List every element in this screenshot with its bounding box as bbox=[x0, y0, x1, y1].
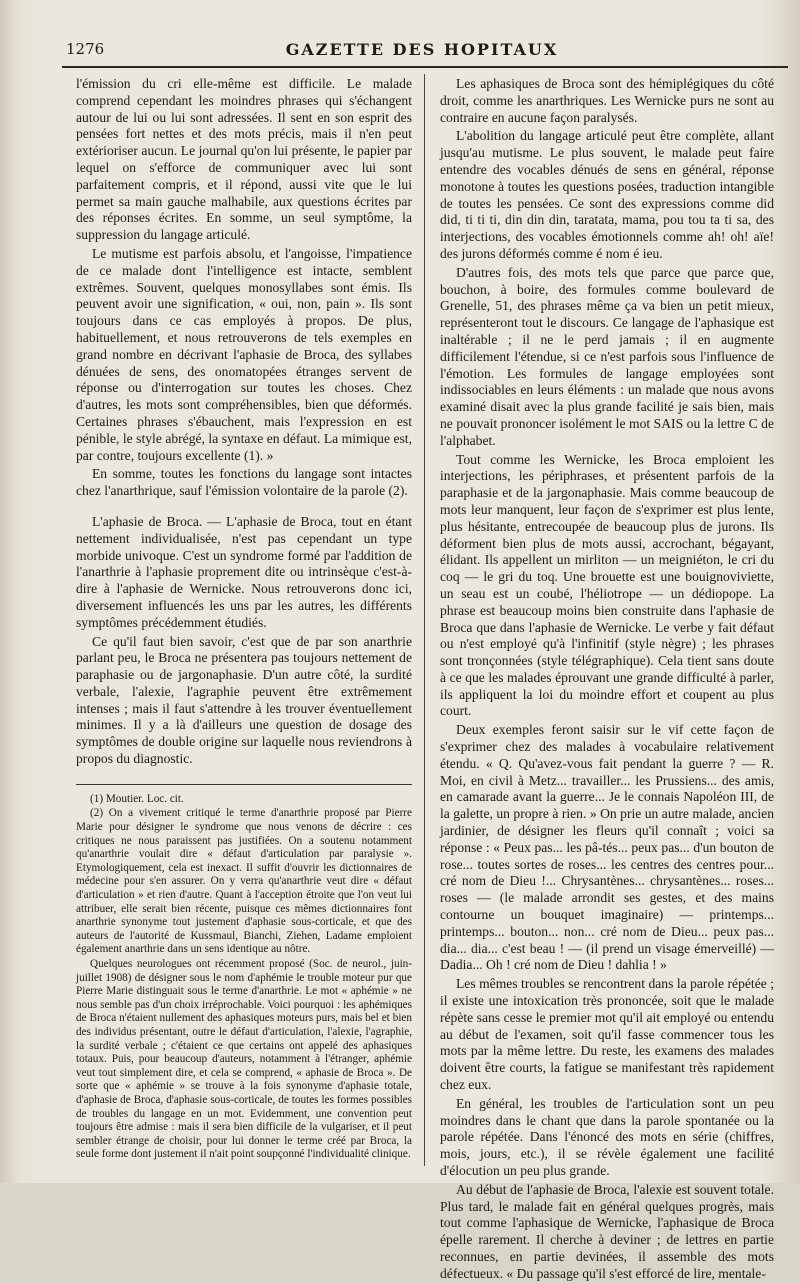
right-column bbox=[440, 76, 774, 1283]
page-header bbox=[62, 38, 782, 66]
journal-title: GAZETTE DES HOPITAUX bbox=[285, 40, 559, 59]
footnote-2-continued: Quelques neurologues ont récemment proposé (Soc. de neurol., juin-juillet 1908) de désigner sous le nom d'aphémie le trouble moteur pur que Pierre Marie distinguait sous le terme d'anarthrie. Le mot « aphémie » ne nous semble pas d'un choix irréprochable. Voici pourquoi : les aphémiques de Broca n'étaient nullement des aphasiques moteurs purs, mais bel et bien des individus présentant, outre le défaut d'articulation, l'alexie, l'agraphie, la surdité verbale ; c'étaient ce que certains ont appelé des aphasiques totaux. Puis, pour beaucoup d'auteurs, notamment à l'étranger, aphémie veut tout simplement dire, et cela se comprend, « aphasie de Broca ». De sorte que « aphémie » se trouve à la fois synonyme d'aphasie totale, d'aphasie de Broca, d'aphasie sous-corticale, de toutes les formes possibles de troubles du langage en un mot. Evidemment, une convention peut toujours être admise : mais il sera bien difficile de la vulgariser, et il peut sembler étrange de choisir, pour lui donner le terme créé par Broca, la seule forme dont justement il n'ait point soupçonné l'individualité clinique. bbox=[76, 958, 412, 1161]
right-paragraph-8: Au début de l'aphasie de Broca, l'alexie est souvent totale. Plus tard, le malade fait en général quelques progrès, mais tout comme l'aphasique de Wernicke, l'aphasique de Broca épelle rarement. Il cherche à deviner ; de lettres en partie reconnues, en partie devinées, il assemble des mots défectueux. « Du passage qu'il s'est efforcé de lire, mentale- bbox=[440, 1181, 774, 1281]
footnote-1: (1) Moutier. Loc. cit. bbox=[90, 792, 184, 805]
left-paragraph-3: En somme, toutes les fonctions du langage sont intactes chez l'anarthrique, sauf l'émission volontaire de la parole (2). bbox=[76, 466, 412, 499]
section-broca-aphasia: L'aphasie de Broca. — L'aphasie de Broca, tout en étant nettement individualisée, n'est pas cependant un type morbide univoque. C'est un syndrome formé par l'addition de l'anarthrie à l'aphasie proprement dite ou intrinsèque c'est-à-dire à l'aphasie de Wernicke. Nous retrouverons donc ici, diversement influencés les uns par les autres, les différents symptômes précédemment étudiés. bbox=[76, 513, 412, 630]
right-paragraph-3: D'autres fois, des mots tels que parce que parce que, bouchon, à boire, des formules comme boulevard de Grenelle, 51, des phrases même ça va bien un petit mieux, représenteront tout le discours. Ce langage de l'aphasique est inaltérable ; il ne le perd jamais ; il en augmente difficilement l'étendue, si ce n'est parfois sous l'influence de l'émotion. Les formules de langage employées sont indissociables en leurs éléments : un malade que nous avons examiné disait avec la plus grande facilité je sais bien, mais ne pouvait prononcer isolément le mot SAIS ou la lettre C de l'alphabet. bbox=[440, 264, 774, 448]
footnote-rule bbox=[76, 784, 412, 785]
right-paragraph-6: Les mêmes troubles se rencontrent dans la parole répétée ; il existe une intoxication très prononcée, soit que le malade répète sans cesse le premier mot qu'il ait employé ou entendu au début de l'examen, soit qu'il fasse commencer tous les mots par la même lettre. Du reste, les examens des malades doivent être courts, la fatigue se manifestant très rapidement chez eux. bbox=[440, 976, 774, 1093]
left-column bbox=[76, 76, 412, 1162]
left-paragraph-2: Le mutisme est parfois absolu, et l'angoisse, l'impatience de ce malade dont l'intelligence est intacte, semblent extrêmes. Souvent, quelques monosyllabes sont émis. Ils peuvent avoir une signification, « oui, non, pain ». Ils sont toujours dans ce cas employés à propos. De plus, habituellement, et nous retrouverons de tels exemples en grand nombre en décrivant l'aphasie de Broca, des syllabes dénuées de sens, des onomatopées étranges servent de réponse ou d'interrogation sur toutes les choses. Chez d'autres, les mots sont compréhensibles, bien que déformés. Certaines phrases s'ébauchent, mais l'expression en est pénible, le style abrégé, la syntaxe en défaut. La mimique est, par contre, toujours excellente (1). » bbox=[76, 245, 412, 463]
left-paragraph-5: Ce qu'il faut bien savoir, c'est que de par son anarthrie parlant peu, le Broca ne présentera pas toujours nettement de paraphasie ou de jargonaphasie. D'un autre côté, la surdité verbale, l'alexie, l'agraphie peuvent être extrêmement intenses ; mais il faut s'attendre à les trouver éventuellement minimes. Il y a là d'ailleurs une question de dosage des symptômes de double origine sur laquelle nous reviendrons à propos du diagnostic. bbox=[76, 633, 412, 767]
footnote-2: (2) On a vivement critiqué le terme d'anarthrie proposé par Pierre Marie pour désigner le syndrome que nous venons de décrire : ces critiques ne nous paraissent pas justifiées. On a soutenu notamment qu'anarthrie voulait dire « défaut d'articulation par paralysie ». Etymologiquement, cela est inexact. Il suffit d'ouvrir les dictionnaires de médecine pour s'en assurer. On y verra qu'anarthrie veut dire « défaut d'articulation » et rien d'autre. Quant à l'acception étroite que l'on veut lui attribuer, elle serait bien récente, puisque ces mêmes dictionnaires font anarthrie synonyme tout justement d'aphasie sous-corticale, et que des auteurs de l'autorité de Kussmaul, Bianchi, Ziehen, Ladame emploient également anarthrie dans un sens identique au nôtre. bbox=[76, 807, 412, 956]
right-paragraph-5: Deux exemples feront saisir sur le vif cette façon de s'exprimer chez des malades à vocabulaire relativement étendu. « Q. Qu'avez-vous fait pendant la guerre ? — R. Moi, en civil à Metz... travailler... les Prussiens... des amis, en camarade avant la guerre... Je le connais Napoléon III, de la galette, un propre à rien. » On prie un autre malade, ancien jardinier, de désigner les fleurs qu'il connaît ; voici sa réponse : « Peux pas... les pâ-tés... peux pas... d'un bouton de rose... toutes sortes de roses... les centres des centres pour... cré nom de Dieu !... Chrysantènes... chrysantènes... roses... roses — (le malade arrondit ses gestes, et des mains contourne un bouquet imaginaire) — printemps... printemps... bouton... non... cré nom de Dieu... peux pas... dia... dia... c'est beau ! — (il prend un visage émerveillé) — Dadia... Oh ! cré nom de Dieu ! dahlia ! » bbox=[440, 722, 774, 973]
right-paragraph-7: En général, les troubles de l'articulation sont un peu moindres dans le chant que dans la parole spontanée ou la parole répétée. Dans l'énoncé des mots en série (chiffres, mois, jours, etc.), il se révèle également une facilité d'élocution un peu plus grande. bbox=[440, 1095, 774, 1178]
right-paragraph-1: Les aphasiques de Broca sont des hémiplégiques du côté droit, comme les anarthriques. Les Wernicke purs ne sont au contraire en aucune façon paralysés. bbox=[440, 76, 774, 125]
left-paragraph-1: l'émission du cri elle-même est difficile. Le malade comprend cependant les moindres phrases qui s'échangent autour de lui ou lui sont adressées. Il sent en son esprit des pensées fort nettes et des mots précis, mais il n'en peut extérioriser aucun. Le journal qu'on lui présente, le papier par lequel on s'efforce de communiquer avec lui sont parfaitement compris, et il répond, aussi vite que le lui permet sa main gauche malhabile, aux questions écrites par des réponses écrites. En somme, un seul symptôme, la suppression du langage articulé. bbox=[76, 76, 412, 243]
page-number: 1276 bbox=[66, 40, 105, 58]
header-rule bbox=[62, 66, 788, 68]
right-paragraph-4: Tout comme les Wernicke, les Broca emploient les interjections, les périphrases, et présentent parfois de la paraphasie et de la jargonaphasie. Mais comme beaucoup de mots leur manquent, leur façon de s'exprimer est plus lente, plus hésitante, entrecoupée de beaucoup plus de jurons. Ils déforment bien plus de mots aussi, accrochant, bégayant, élidant. Ils appellent un mirliton — un meigniéton, le cri du coq — le gri du toq. Une brouette est une bouignoviviette, un seau est un coubé, l'héliotrope — un dédiopope. La phrase est beaucoup moins bien construite dans l'aphasie de Broca que dans l'aphasie de Wernicke. Le verbe y fait défaut ou n'est employé qu'à l'infinitif (style nègre) ; les phrases sont tronçonnées (style télégraphique). Cela tient sans doute à ce que les malades éprouvant une grande difficulté à parler, ils appliquent la loi du moindre effort et coupent au plus court. bbox=[440, 451, 774, 719]
right-paragraph-2: L'abolition du langage articulé peut être complète, allant jusqu'au mutisme. Le plus souvent, le malade peut faire entendre des vocables dénués de sens en général, réponse monotone à toutes les questions posées, traduction intangible de toutes les pensées. Ce sont des expressions comme did did, ti ti ti, din din din, taratata, mama, pou tou ta ti sa, des interjections, des vocables émotionnels comme ah! oh! aïe! des jurons déformés comme é nom é ieu. bbox=[440, 128, 774, 261]
column-divider bbox=[424, 74, 425, 1166]
footnotes bbox=[76, 793, 412, 1162]
